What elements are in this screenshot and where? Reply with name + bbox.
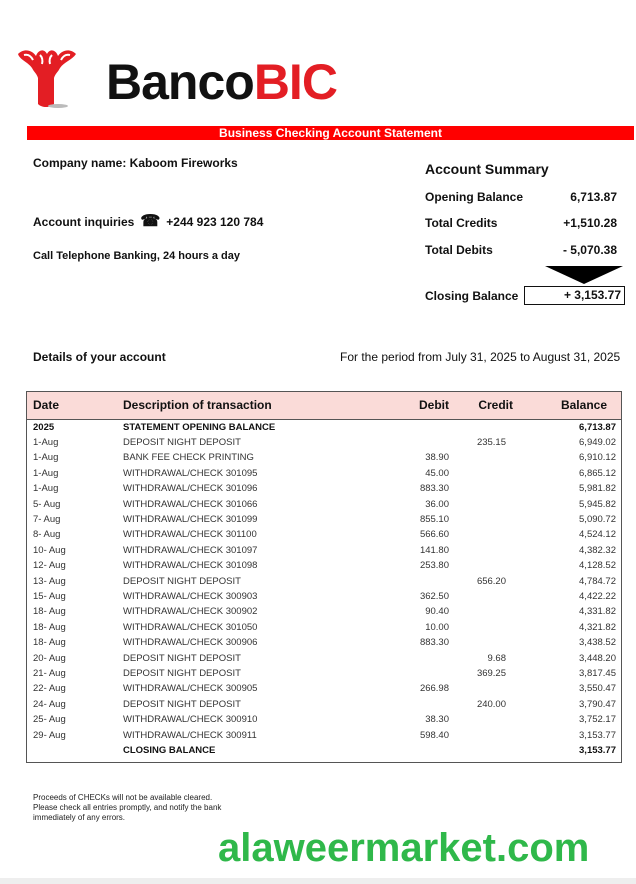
row-credit <box>449 728 538 743</box>
row-debit: 362.50 <box>419 590 449 602</box>
column-header-balance: Balance <box>560 398 607 413</box>
row-date: 12- Aug <box>33 560 66 572</box>
row-date: 5- Aug <box>33 498 61 510</box>
row-debit <box>378 666 449 681</box>
table-row <box>27 712 621 727</box>
summary-value: 6,713.87 <box>570 190 617 204</box>
row-description: DEPOSIT NIGHT DEPOSIT <box>123 575 241 587</box>
table-row <box>27 543 621 558</box>
table-row <box>27 497 621 512</box>
summary-row-debits <box>425 243 617 257</box>
row-balance: 5,945.82 <box>579 498 616 510</box>
footer-disclaimer: Proceeds of CHECKs will not be available cleared. Please check all entries promptly, and notify the bank immediately of any errors. <box>33 793 222 822</box>
row-balance: 3,448.20 <box>579 652 616 664</box>
summary-value: - 5,070.38 <box>562 243 617 257</box>
row-date: 2025 <box>33 421 55 433</box>
telephone-banking-note: Call Telephone Banking, 24 hours a day <box>33 250 241 262</box>
row-description: CLOSING BALANCE <box>123 745 216 757</box>
down-arrow-icon <box>545 266 623 284</box>
row-description: DEPOSIT NIGHT DEPOSIT <box>123 698 241 710</box>
row-credit <box>449 497 538 512</box>
row-credit <box>449 635 538 650</box>
row-balance: 5,090.72 <box>579 513 616 525</box>
bank-logo-wordmark <box>106 52 337 112</box>
row-debit: 566.60 <box>419 529 449 541</box>
row-debit: 883.30 <box>419 483 449 495</box>
account-inquiries-label: Account inquiries <box>33 215 135 229</box>
table-row <box>27 743 621 758</box>
row-date: 1-Aug <box>33 483 59 495</box>
statement-period: For the period from July 31, 2025 to August 31, 2025 <box>340 350 621 364</box>
row-credit <box>449 512 538 527</box>
table-row <box>27 574 621 589</box>
table-row <box>27 681 621 696</box>
row-date: 25- Aug <box>33 714 66 726</box>
column-header-credit: Credit <box>478 398 513 413</box>
row-balance: 4,524.12 <box>579 529 616 541</box>
summary-label: Total Credits <box>425 216 498 230</box>
row-debit: 855.10 <box>419 513 449 525</box>
row-credit: 656.20 <box>476 575 506 587</box>
row-description: WITHDRAWAL/CHECK 300911 <box>123 729 257 741</box>
statement-title-bar: Business Checking Account Statement <box>27 126 634 140</box>
table-row <box>27 558 621 573</box>
table-row <box>27 651 621 666</box>
column-header-date: Date <box>33 398 60 413</box>
details-heading: Details of your account <box>33 350 166 364</box>
row-debit <box>378 651 449 666</box>
row-credit <box>449 450 538 465</box>
table-row <box>27 604 621 619</box>
row-date: 7- Aug <box>33 513 61 525</box>
row-date: 1-Aug <box>33 436 59 448</box>
row-date: 22- Aug <box>33 683 66 695</box>
row-description: WITHDRAWAL/CHECK 301096 <box>123 483 258 495</box>
row-balance: 3,153.77 <box>579 745 616 757</box>
row-debit: 266.98 <box>419 683 449 695</box>
table-row <box>27 466 621 481</box>
row-date: 18- Aug <box>33 621 66 633</box>
row-credit <box>449 481 538 496</box>
summary-label: Opening Balance <box>425 190 524 204</box>
row-date: 29- Aug <box>33 729 66 741</box>
row-date: 1-Aug <box>33 467 59 479</box>
table-header-row <box>27 392 621 419</box>
row-description: WITHDRAWAL/CHECK 301097 <box>123 544 258 556</box>
phone-number: +244 923 120 784 <box>166 215 264 229</box>
row-description: WITHDRAWAL/CHECK 301066 <box>123 498 258 510</box>
table-row <box>27 635 621 650</box>
row-description: DEPOSIT NIGHT DEPOSIT <box>123 668 241 679</box>
table-row <box>27 728 621 743</box>
table-row <box>27 419 621 435</box>
row-credit: 240.00 <box>476 698 506 710</box>
row-credit <box>449 604 538 619</box>
bank-name-bic: BIC <box>253 54 337 110</box>
row-debit <box>378 419 449 435</box>
row-debit: 38.30 <box>425 714 449 726</box>
row-credit <box>449 466 538 481</box>
column-header-debit: Debit <box>419 398 449 413</box>
row-debit: 45.00 <box>425 467 449 479</box>
row-date: 18- Aug <box>33 637 66 649</box>
row-debit <box>378 743 449 758</box>
table-row <box>27 620 621 635</box>
row-date: 1-Aug <box>33 452 59 464</box>
account-inquiries <box>33 215 263 229</box>
table-row <box>27 666 621 681</box>
row-credit <box>449 712 538 727</box>
summary-value: +1,510.28 <box>563 216 617 230</box>
row-description: WITHDRAWAL/CHECK 301050 <box>123 621 258 633</box>
row-description: WITHDRAWAL/CHECK 300910 <box>123 714 258 726</box>
row-date <box>27 743 123 758</box>
row-debit <box>378 435 449 450</box>
row-balance: 4,128.52 <box>579 560 616 572</box>
table-row <box>27 527 621 542</box>
row-date: 18- Aug <box>33 606 66 618</box>
row-date: 13- Aug <box>33 575 66 587</box>
row-balance: 3,790.47 <box>579 698 616 710</box>
row-balance: 6,910.12 <box>579 452 616 464</box>
row-description: WITHDRAWAL/CHECK 301099 <box>123 513 258 525</box>
baobab-tree-icon <box>14 46 80 110</box>
company-name: Company name: Kaboom Fireworks <box>33 156 238 170</box>
row-description: BANK FEE CHECK PRINTING <box>123 452 254 464</box>
row-balance: 4,382.32 <box>579 544 616 556</box>
bottom-strip <box>0 878 636 884</box>
row-credit <box>449 558 538 573</box>
row-date: 15- Aug <box>33 590 66 602</box>
row-credit <box>449 589 538 604</box>
bank-name-banco: Banco <box>106 54 254 110</box>
transactions-table <box>26 391 622 763</box>
table-row <box>27 450 621 465</box>
row-description: DEPOSIT NIGHT DEPOSIT <box>123 652 241 664</box>
telephone-icon: ☎ <box>140 213 161 230</box>
watermark-text: alaweermarket.com <box>218 826 590 870</box>
row-balance: 3,817.45 <box>579 668 616 679</box>
row-debit: 36.00 <box>425 498 449 510</box>
table-row <box>27 589 621 604</box>
table-row <box>27 697 621 712</box>
row-balance: 4,422.22 <box>579 590 616 602</box>
row-description: WITHDRAWAL/CHECK 300906 <box>123 637 258 649</box>
row-debit: 253.80 <box>419 560 449 572</box>
row-credit <box>449 543 538 558</box>
column-header-description: Description of transaction <box>123 398 272 413</box>
row-date: 8- Aug <box>33 529 61 541</box>
row-date: 10- Aug <box>33 544 66 556</box>
row-balance: 6,713.87 <box>579 421 616 433</box>
row-debit: 10.00 <box>425 621 449 633</box>
summary-label: Total Debits <box>425 243 493 257</box>
row-description: WITHDRAWAL/CHECK 301100 <box>123 529 257 541</box>
row-description: STATEMENT OPENING BALANCE <box>123 421 276 433</box>
row-credit <box>449 681 538 696</box>
row-balance: 4,321.82 <box>579 621 616 633</box>
row-balance: 3,153.77 <box>579 729 616 741</box>
row-description: WITHDRAWAL/CHECK 301095 <box>123 467 258 479</box>
row-debit: 90.40 <box>425 606 449 618</box>
row-date: 24- Aug <box>33 698 66 710</box>
table-row <box>27 481 621 496</box>
summary-row-credits <box>425 216 617 230</box>
row-debit: 883.30 <box>419 637 449 649</box>
closing-balance-value: + 3,153.77 <box>524 286 625 305</box>
row-balance: 4,331.82 <box>579 606 616 618</box>
row-balance: 6,865.12 <box>579 467 616 479</box>
row-credit <box>449 419 538 435</box>
table-row <box>27 435 621 450</box>
row-description: WITHDRAWAL/CHECK 300903 <box>123 590 258 602</box>
row-date: 21- Aug <box>33 668 66 679</box>
row-description: WITHDRAWAL/CHECK 300905 <box>123 683 258 695</box>
row-credit <box>449 527 538 542</box>
row-credit <box>449 620 538 635</box>
row-description: WITHDRAWAL/CHECK 301098 <box>123 560 258 572</box>
row-debit <box>378 574 449 589</box>
row-balance: 5,981.82 <box>579 483 616 495</box>
table-row <box>27 512 621 527</box>
row-description: WITHDRAWAL/CHECK 300902 <box>123 606 258 618</box>
row-balance: 4,784.72 <box>579 575 616 587</box>
row-balance: 3,752.17 <box>579 714 616 726</box>
row-date: 20- Aug <box>33 652 66 664</box>
row-debit <box>378 697 449 712</box>
row-credit <box>449 743 538 758</box>
account-summary-title: Account Summary <box>425 161 549 177</box>
row-debit: 38.90 <box>425 452 449 464</box>
row-balance: 6,949.02 <box>579 436 616 448</box>
row-debit: 141.80 <box>419 544 449 556</box>
summary-row-opening <box>425 190 617 204</box>
row-description: DEPOSIT NIGHT DEPOSIT <box>123 436 241 448</box>
row-credit: 9.68 <box>487 652 506 664</box>
row-debit: 598.40 <box>419 729 449 741</box>
row-balance: 3,550.47 <box>579 683 616 695</box>
row-credit: 235.15 <box>476 436 506 448</box>
closing-balance-label: Closing Balance <box>425 289 519 303</box>
row-credit: 369.25 <box>476 668 506 679</box>
row-balance: 3,438.52 <box>579 637 616 649</box>
